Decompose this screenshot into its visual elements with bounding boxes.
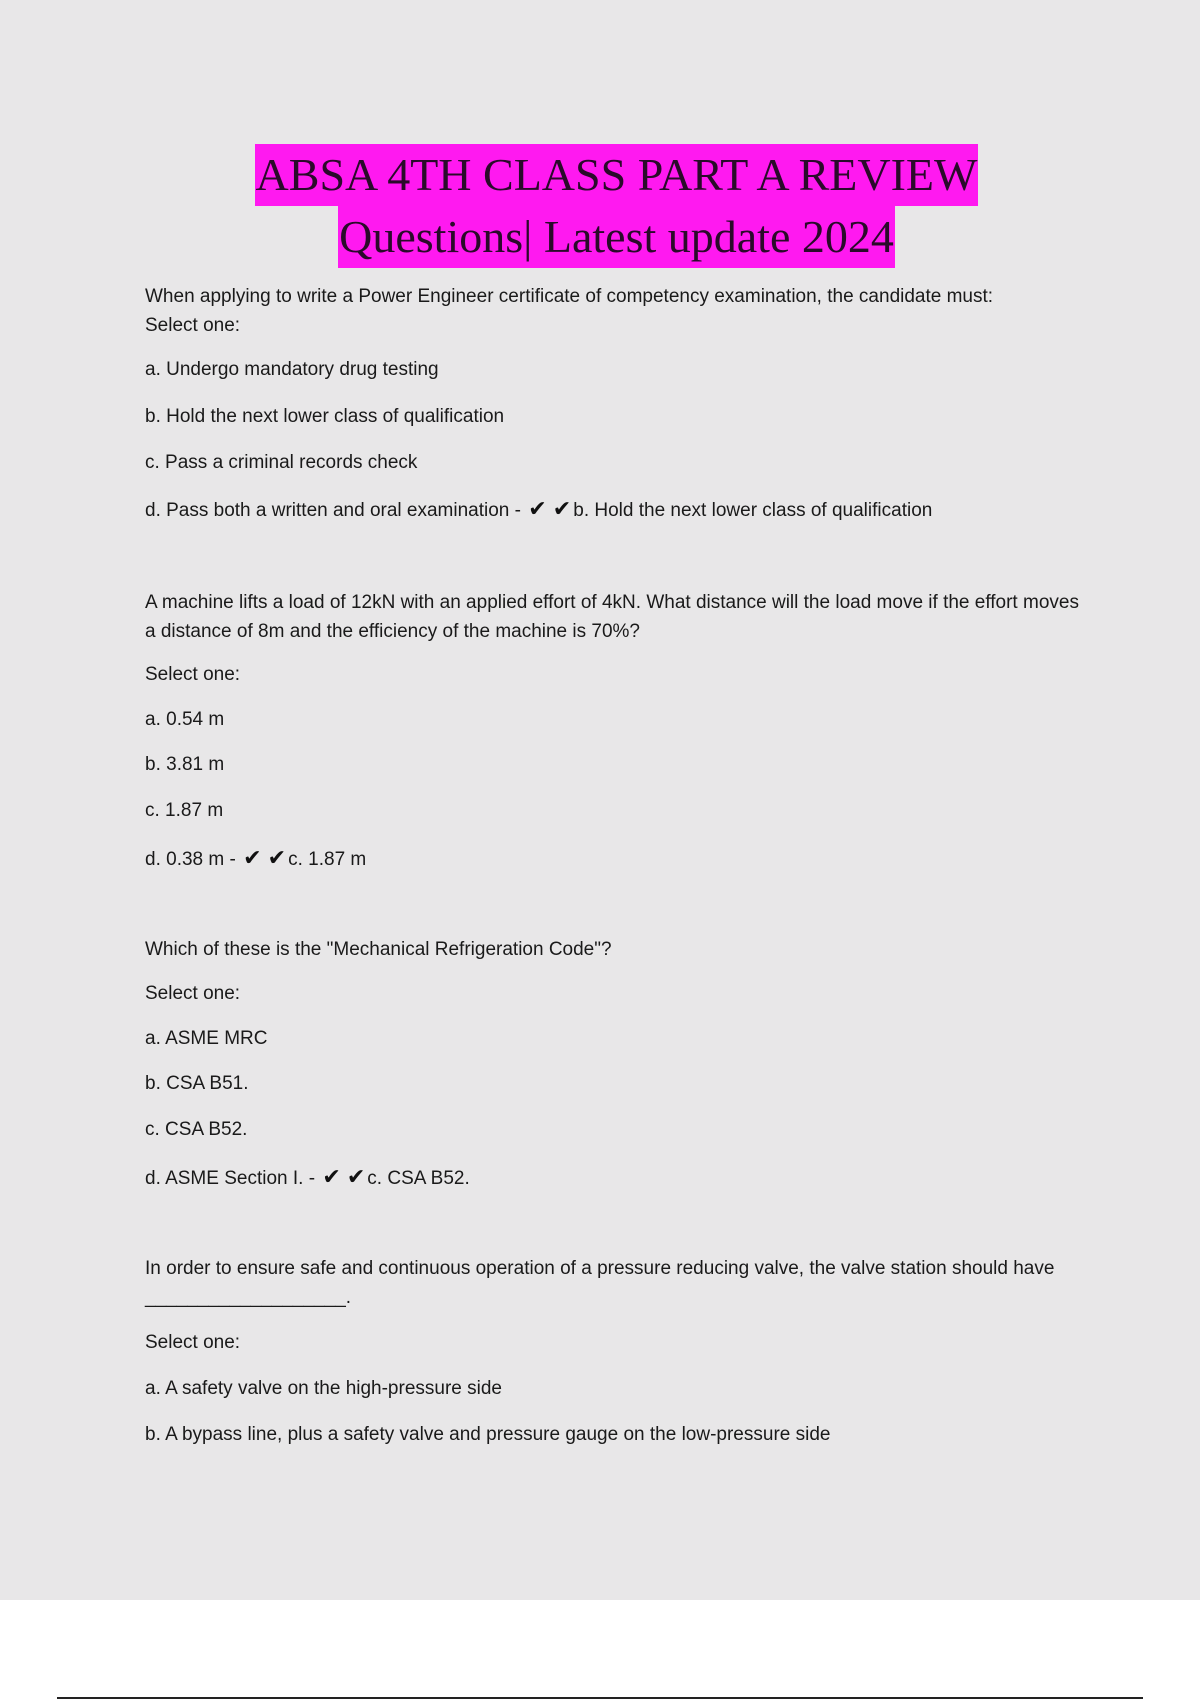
option-d: d. 0.38 m -: [145, 849, 236, 870]
footer-divider: [57, 1697, 1143, 1699]
questions-area: [145, 282, 1085, 1449]
option-c: c. CSA B52.: [145, 1119, 248, 1140]
correct-answer: b. Hold the next lower class of qualification: [573, 500, 933, 521]
select-one-label: Select one:: [145, 315, 241, 336]
title-line-2: Questions| Latest update 2024: [338, 206, 895, 268]
question-text: When applying to write a Power Engineer certificate of competency examination, the candidate must:: [145, 286, 994, 307]
option-a: a. Undergo mandatory drug testing: [145, 359, 439, 380]
option-d: d. ASME Section I. -: [145, 1168, 316, 1189]
document-title: [0, 144, 1200, 268]
question-block-1: [145, 282, 1085, 525]
check-mark-icon: ✔ ✔: [322, 1164, 366, 1189]
question-text: In order to ensure safe and continuous operation of a pressure reducing valve, the valve station should have ___________________.: [145, 1258, 1055, 1308]
select-one-label: Select one:: [145, 664, 241, 685]
option-b: b. Hold the next lower class of qualification: [145, 406, 505, 427]
option-b: b. CSA B51.: [145, 1073, 249, 1094]
answer-line: [145, 1162, 1085, 1193]
answer-line: [145, 494, 1085, 525]
option-a: a. 0.54 m: [145, 709, 225, 730]
option-b: b. 3.81 m: [145, 754, 225, 775]
option-c: c. Pass a criminal records check: [145, 452, 418, 473]
question-text: Which of these is the "Mechanical Refrigeration Code"?: [145, 939, 612, 960]
correct-answer: c. 1.87 m: [288, 849, 367, 870]
option-d: d. Pass both a written and oral examination -: [145, 500, 521, 521]
check-mark-icon: ✔ ✔: [528, 496, 572, 521]
check-mark-icon: ✔ ✔: [243, 845, 287, 870]
question-block-3: [145, 935, 1085, 1193]
option-c: c. 1.87 m: [145, 800, 224, 821]
question-block-2: [145, 588, 1085, 874]
option-b: b. A bypass line, plus a safety valve and pressure gauge on the low-pressure side: [145, 1424, 831, 1445]
option-a: a. ASME MRC: [145, 1028, 268, 1049]
option-a: a. A safety valve on the high-pressure side: [145, 1378, 502, 1399]
question-text: A machine lifts a load of 12kN with an applied effort of 4kN. What distance will the load move if the effort moves a distance of 8m and the efficiency of the machine is 70%?: [145, 592, 1079, 642]
select-one-label: Select one:: [145, 1332, 241, 1353]
correct-answer: c. CSA B52.: [367, 1168, 470, 1189]
title-line-1: ABSA 4TH CLASS PART A REVIEW: [255, 144, 979, 206]
question-block-4: [145, 1254, 1085, 1449]
select-one-label: Select one:: [145, 983, 241, 1004]
answer-line: [145, 843, 1085, 874]
